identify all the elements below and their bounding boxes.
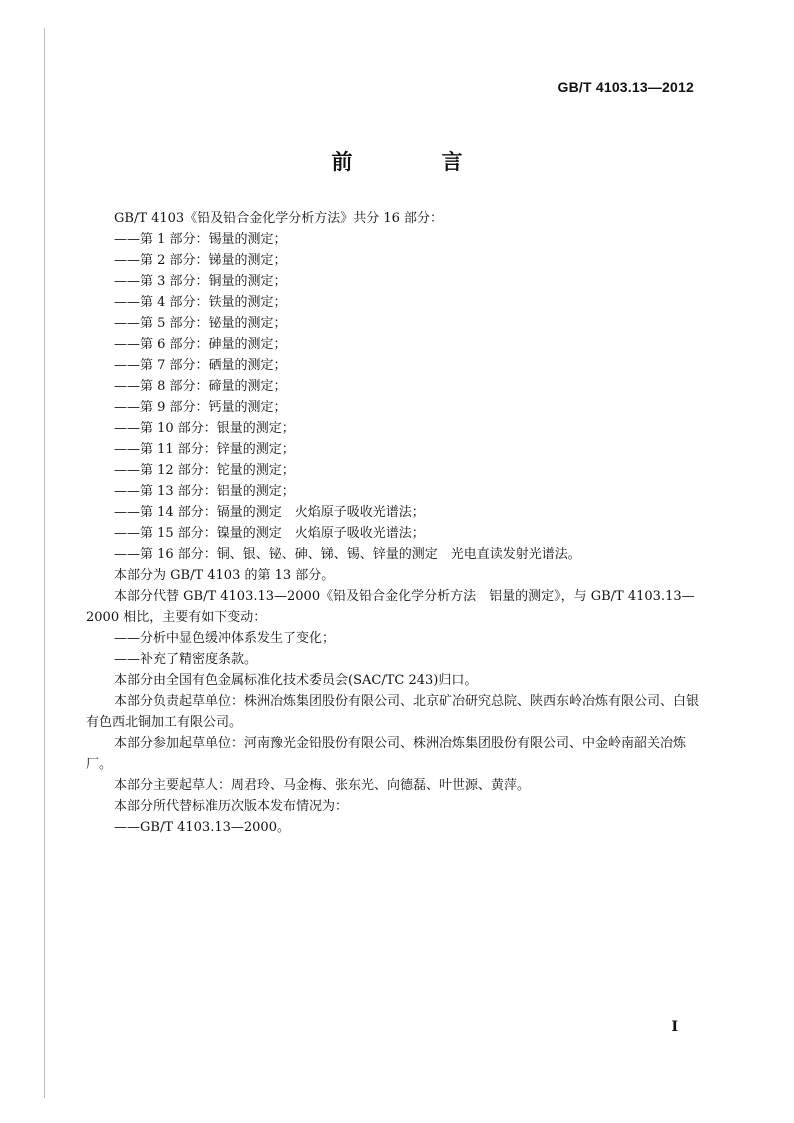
binding-edge-line — [44, 28, 45, 1098]
list-item-part: —— 第 12 部分：铊量的测定； — [86, 460, 708, 481]
list-item-part: —— 第 3 部分：铜量的测定； — [86, 271, 708, 292]
list-item-change: —— 分析中显色缓冲体系发生了变化； — [86, 628, 708, 649]
list-item-part: —— 第 8 部分：碲量的测定； — [86, 376, 708, 397]
intro-paragraph: GB/T 4103《铅及铅合金化学分析方法》共分 16 部分： — [114, 211, 444, 226]
page-number: I — [671, 1019, 678, 1035]
drafters-paragraph: 本部分主要起草人：周君玲、马金梅、张东光、向德磊、叶世源、黄萍。 — [114, 778, 531, 793]
list-item-part: —— 第 1 部分：锡量的测定； — [86, 229, 708, 250]
replaces-paragraph: 本部分代替 GB/T 4103.13—2000《铅及铅合金化学分析方法 铝量的测定》，与 GB/T 4103.13—2000 相比，主要有如下变动： — [86, 589, 695, 625]
list-item-part: —— 第 15 部分：镍量的测定 火焰原子吸收光谱法； — [86, 523, 708, 544]
list-item-part: —— 第 11 部分：锌量的测定； — [86, 439, 708, 460]
standard-number: GB/T 4103.13—2012 — [557, 79, 694, 95]
proposed-paragraph: 本部分由全国有色金属标准化技术委员会(SAC/TC 243)归口。 — [114, 673, 478, 688]
list-item-part: —— 第 2 部分：锑量的测定； — [86, 250, 708, 271]
list-item-part: —— 第 13 部分：铝量的测定； — [86, 481, 708, 502]
drafting-units-paragraph: 本部分负责起草单位：株洲冶炼集团股份有限公司、北京矿冶研究总院、陕西东岭冶炼有限公司、白银有色西北铜加工有限公司。 — [86, 694, 700, 730]
page-title — [0, 146, 794, 176]
list-item-part: —— 第 16 部分：铜、银、铋、砷、锑、锡、锌量的测定 光电直读发射光谱法。 — [86, 544, 708, 565]
list-item-part: —— 第 7 部分：硒量的测定； — [86, 355, 708, 376]
list-item-part: —— 第 14 部分：镉量的测定 火焰原子吸收光谱法； — [86, 502, 708, 523]
foreword-body — [86, 208, 708, 838]
list-item-part: —— 第 6 部分：砷量的测定； — [86, 334, 708, 355]
list-item-part: —— 第 4 部分：铁量的测定； — [86, 292, 708, 313]
list-item-history: —— GB/T 4103.13—2000。 — [86, 817, 708, 838]
part-of-paragraph: 本部分为 GB/T 4103 的第 13 部分。 — [114, 568, 335, 583]
list-item-part: —— 第 5 部分：铋量的测定； — [86, 313, 708, 334]
list-item-part: —— 第 9 部分：钙量的测定； — [86, 397, 708, 418]
page-title-text: 前 言 — [331, 150, 497, 174]
list-item-change: —— 补充了精密度条款。 — [86, 649, 708, 670]
list-item-part: —— 第 10 部分：银量的测定； — [86, 418, 708, 439]
history-paragraph: 本部分所代替标准历次版本发布情况为： — [114, 799, 349, 814]
participating-units-paragraph: 本部分参加起草单位：河南豫光金铅股份有限公司、株洲冶炼集团股份有限公司、中金岭南韶关冶炼厂。 — [86, 736, 687, 772]
